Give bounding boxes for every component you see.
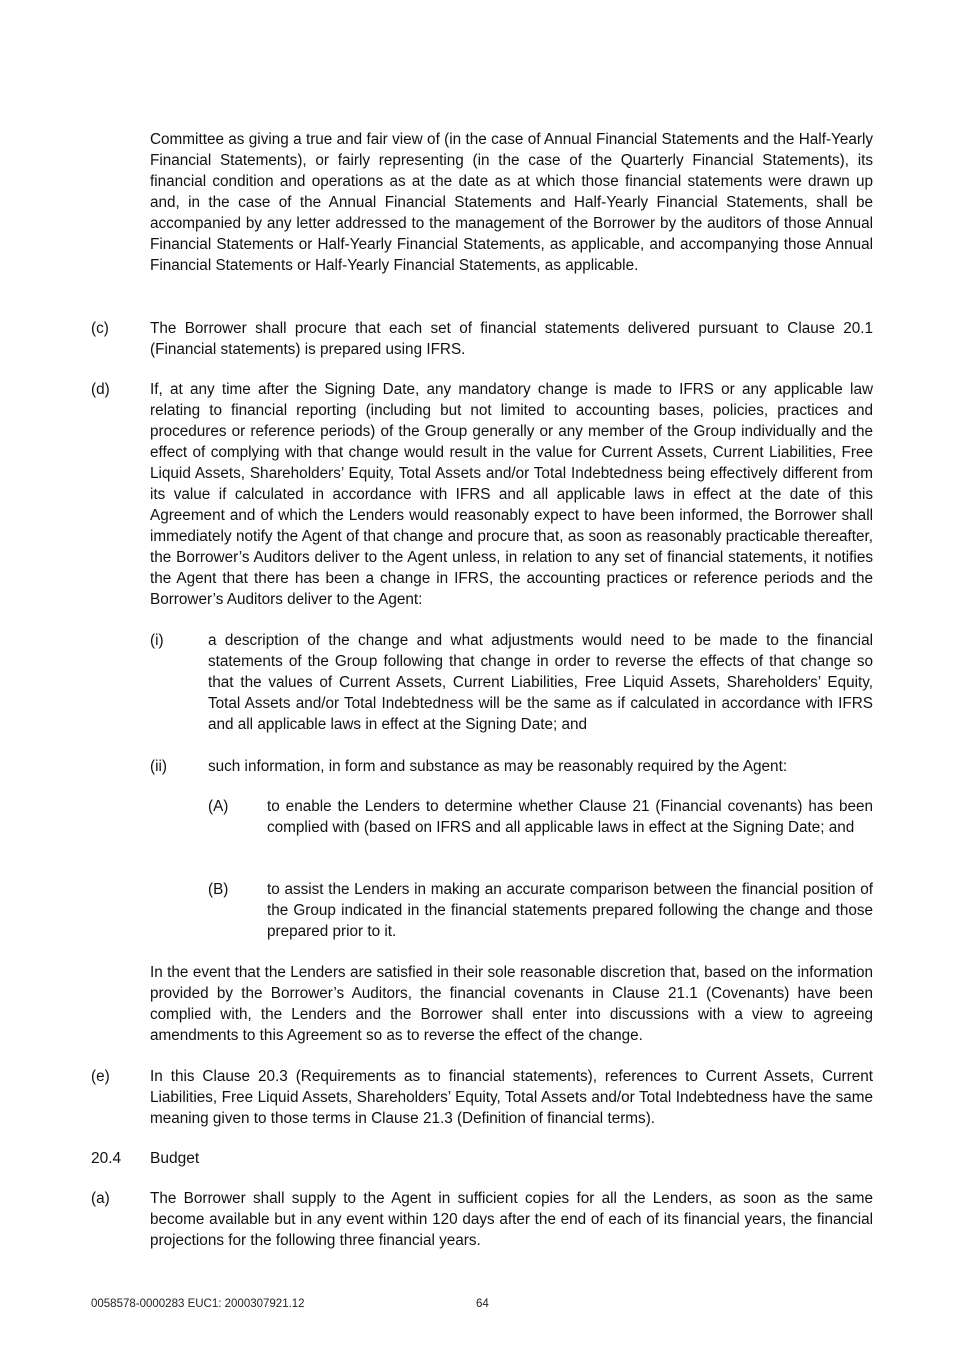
- clause-d-closing: In the event that the Lenders are satisfied in their sole reasonable discretion that, based on the information provided by the Borrower’s Auditors, the financial covenants in Clause 21.1 (Covenants) have been complied with, the Lenders and the Borrower shall enter into discussions with a view to agreeing amendments to this Agreement so as to reverse the effect of the change.: [150, 964, 873, 1044]
- sub-A-label: (A): [208, 798, 229, 815]
- sub-A-text: to enable the Lenders to determine whether Clause 21 (Financial covenants) has been complied with (based on IFRS and all applicable laws in effect at the Signing Date; and: [267, 798, 873, 836]
- footer-reference: 0058578-0000283 EUC1: 2000307921.12: [91, 1298, 305, 1310]
- clause-c-label: (c): [91, 320, 109, 337]
- sub-i-text: a description of the change and what adjustments would need to be made to the financial statements of the Group following that change in order to reverse the effects of that change so that the values of Current Assets, Current Liabilities, Free Liquid Assets, Shareholders’ Equity, Total Assets and/or Total Indebtedness will be the same as if calculated in accordance with IFRS and all applicable laws in effect at the Signing Date; and: [208, 632, 873, 733]
- sub-ii-label: (ii): [150, 758, 167, 775]
- sub-i-label: (i): [150, 632, 164, 649]
- budget-a-text: The Borrower shall supply to the Agent in sufficient copies for all the Lenders, as soon as the same become available but in any event within 120 days after the end of each of its financial years, the financial projections for the following three financial years.: [150, 1190, 873, 1249]
- sub-B-text: to assist the Lenders in making an accurate comparison between the financial position of the Group indicated in the financial statements prepared following the change and those prepared prior to it.: [267, 881, 873, 940]
- clause-e-text: In this Clause 20.3 (Requirements as to financial statements), references to Current Assets, Current Liabilities, Free Liquid Assets, Shareholders’ Equity, Total Assets and/or Total Indebtedness have the same meaning given to those terms in Clause 21.3 (Definition of financial terms).: [150, 1068, 873, 1127]
- sub-B-label: (B): [208, 881, 229, 898]
- clause-e-label: (e): [91, 1068, 110, 1085]
- clause-d-text: If, at any time after the Signing Date, any mandatory change is made to IFRS or any applicable law relating to financial reporting (including but not limited to accounting bases, policies, practices and procedures or reference periods) of the Group generally or any member of the Group individually and the effect of complying with that change would result in the value for Current Assets, Current Liabilities, Free Liquid Assets, Shareholders’ Equity, Total Assets and/or Total Indebtedness being effectively different from its value if calculated in accordance with IFRS and all applicable laws in effect at the date of this Agreement and of which the Lenders would reasonably expect to have been informed, the Borrower shall immediately notify the Agent of that change and procure that, as soon as reasonably practicable thereafter, the Borrower’s Auditors deliver to the Agent unless, in relation to any set of financial statements, it notifies the Agent that there has been a change in IFRS, the accounting practices or reference periods and the Borrower’s Auditors deliver to the Agent:: [150, 381, 873, 608]
- budget-a-label: (a): [91, 1190, 110, 1207]
- sub-ii-text: such information, in form and substance as may be reasonably required by the Agent:: [208, 758, 788, 775]
- clause-c-text: The Borrower shall procure that each set of financial statements delivered pursuant to Clause 20.1 (Financial statements) is prepared using IFRS.: [150, 320, 873, 358]
- page-number: 64: [476, 1298, 489, 1310]
- clause-d-label: (d): [91, 381, 110, 398]
- section-number: 20.4: [91, 1150, 122, 1167]
- intro-paragraph: Committee as giving a true and fair view of (in the case of Annual Financial Statements and the Half-Yearly Financial Statements), or fairly representing (in the case of the Quarterly Financial Statements), its financial condition and operations as at the date as at which those financial statements were drawn up and, in the case of the Annual Financial Statements and Half-Yearly Financial Statements, shall be accompanied by any letter addressed to the management of the Borrower by the auditors of those Annual Financial Statements or Half-Yearly Financial Statements, as applicable, and accompanying those Annual Financial Statements or Half-Yearly Financial Statements, as applicable.: [150, 131, 873, 274]
- section-title: Budget: [150, 1150, 200, 1167]
